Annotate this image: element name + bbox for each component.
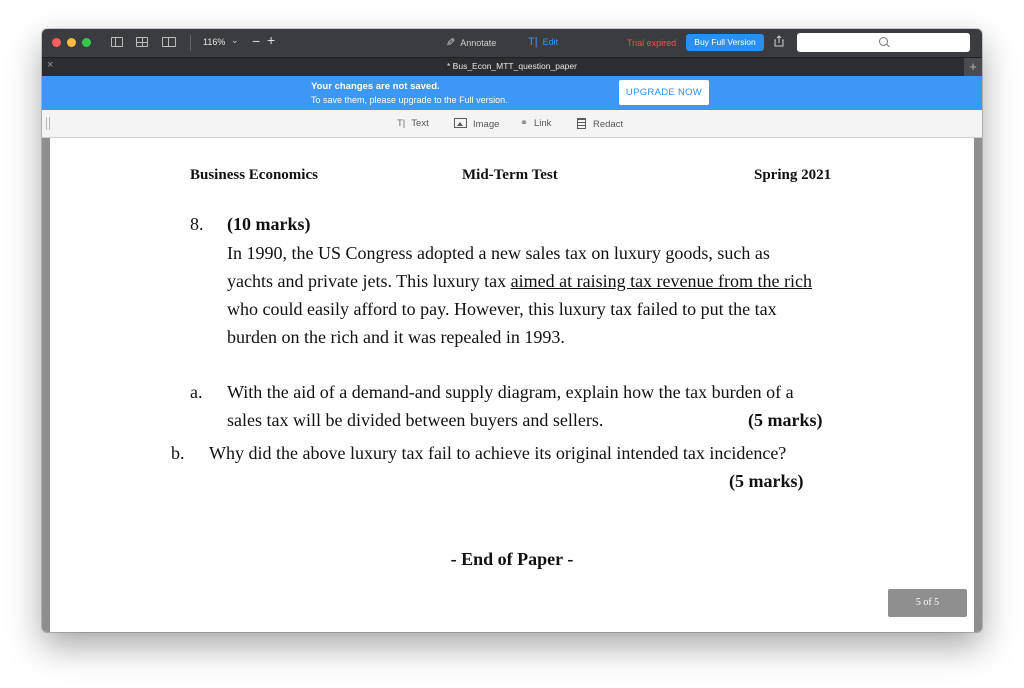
sidebar-icon[interactable] xyxy=(111,37,123,47)
banner-title: Your changes are not saved. xyxy=(311,81,440,92)
question-marks: (10 marks) xyxy=(227,214,311,234)
buy-full-version-button[interactable]: Buy Full Version xyxy=(686,34,764,51)
edit-label: Edit xyxy=(542,37,559,47)
zoom-window-button[interactable] xyxy=(82,38,91,47)
document-viewer[interactable] xyxy=(42,138,982,632)
search-input[interactable] xyxy=(797,33,970,52)
link-tool[interactable] xyxy=(520,118,551,129)
minimize-window-button[interactable] xyxy=(67,38,76,47)
redact-icon xyxy=(577,118,586,129)
toolbar xyxy=(42,29,982,57)
new-tab-button[interactable]: + xyxy=(964,58,982,76)
page-indicator: 5 of 5 xyxy=(888,589,967,617)
share-icon[interactable] xyxy=(774,35,784,47)
link-icon: ⚭ xyxy=(520,118,528,129)
image-tool-label: Image xyxy=(473,119,500,130)
question-text-line xyxy=(227,271,812,292)
part-a-text-line: sales tax will be divided between buyers and sellers. xyxy=(227,410,604,430)
tab-document[interactable]: * Bus_Econ_MTT_question_paper xyxy=(447,61,577,71)
toolbar-divider xyxy=(190,35,191,51)
upgrade-banner xyxy=(42,76,982,110)
text-cursor-icon: T| xyxy=(528,36,538,48)
question-text-fragment: yachts and private jets. This luxury tax xyxy=(227,271,511,291)
close-tab-icon[interactable]: × xyxy=(47,59,54,71)
end-of-paper: - End of Paper - xyxy=(450,549,574,569)
image-icon xyxy=(454,118,467,128)
part-b-text-line: Why did the above luxury tax fail to achieve its original intended tax incidence? xyxy=(209,443,787,463)
text-tool-label: Text xyxy=(411,118,429,129)
edit-toolbar xyxy=(42,110,982,138)
pencil-icon: ✎ xyxy=(446,37,456,49)
question-text-line: burden on the rich and it was repealed in 1993. xyxy=(227,327,565,347)
annotate-button[interactable] xyxy=(446,36,496,49)
two-page-icon[interactable] xyxy=(162,37,176,47)
part-b-label: b. xyxy=(171,443,185,463)
drag-handle[interactable] xyxy=(46,117,50,130)
trial-expired-label: Trial expired xyxy=(627,38,677,48)
part-b-marks: (5 marks) xyxy=(729,471,804,491)
header-test: Mid-Term Test xyxy=(462,167,558,183)
part-a-text-line: With the aid of a demand-and supply diagram, explain how the tax burden of a xyxy=(227,382,794,402)
text-tool[interactable] xyxy=(397,118,429,129)
question-text-line: who could easily afford to pay. However, this luxury tax failed to put the tax xyxy=(227,299,777,319)
zoom-level[interactable]: 116% xyxy=(203,37,226,47)
annotate-label: Annotate xyxy=(460,38,497,48)
edit-button[interactable] xyxy=(528,36,558,48)
image-tool[interactable] xyxy=(454,118,499,130)
question-text-line: In 1990, the US Congress adopted a new sales tax on luxury goods, such as xyxy=(227,243,770,263)
search-icon xyxy=(879,37,888,46)
text-icon: T| xyxy=(397,118,406,129)
part-a-label: a. xyxy=(190,382,203,402)
part-a-marks: (5 marks) xyxy=(748,410,823,430)
close-window-button[interactable] xyxy=(52,38,61,47)
zoom-in-button[interactable]: + xyxy=(267,32,276,48)
app-window xyxy=(42,29,982,632)
document-page[interactable] xyxy=(50,138,974,632)
zoom-out-button[interactable]: − xyxy=(252,33,261,49)
redact-tool[interactable] xyxy=(577,118,623,130)
chevron-down-icon[interactable]: ⌄ xyxy=(231,35,239,45)
upgrade-now-button[interactable]: UPGRADE NOW xyxy=(619,80,709,105)
banner-message: To save them, please upgrade to the Full version. xyxy=(311,95,508,105)
header-course: Business Economics xyxy=(190,167,318,183)
question-number: 8. xyxy=(190,214,204,234)
redact-tool-label: Redact xyxy=(593,119,624,130)
underlined-text: aimed at raising tax revenue from the rich xyxy=(510,271,812,291)
thumbnails-icon[interactable] xyxy=(136,37,148,47)
link-tool-label: Link xyxy=(533,118,552,129)
header-term: Spring 2021 xyxy=(754,167,832,183)
tab-bar xyxy=(42,57,982,76)
